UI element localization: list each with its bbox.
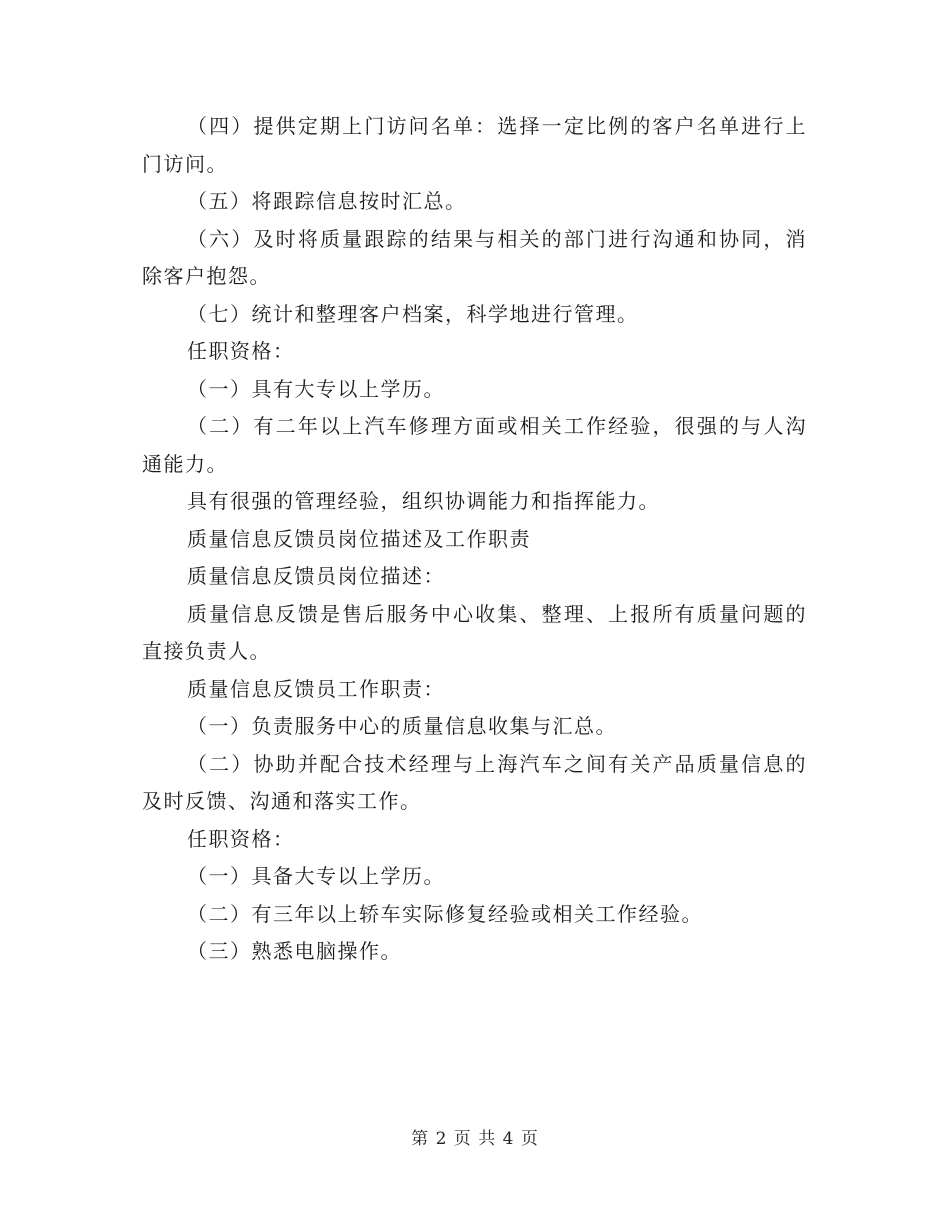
paragraph: （一）具有大专以上学历。 — [187, 376, 445, 401]
paragraph: （四）提供定期上门访问名单：选择一定比例的客户名单进行上门访问。 — [142, 114, 807, 176]
paragraph: （六）及时将质量跟踪的结果与相关的部门进行沟通和协同，消除客户抱怨。 — [142, 226, 807, 288]
paragraph: （二）有三年以上轿车实际修复经验或相关工作经验。 — [187, 901, 703, 926]
paragraph: 质量信息反馈是售后服务中心收集、整理、上报所有质量问题的直接负责人。 — [142, 601, 807, 663]
paragraph: （五）将跟踪信息按时汇总。 — [187, 189, 467, 213]
paragraph: （二）协助并配合技术经理与上海汽车之间有关产品质量信息的及时反馈、沟通和落实工作。 — [142, 751, 807, 813]
paragraph: （七）统计和整理客户档案，科学地进行管理。 — [187, 301, 639, 326]
paragraph: （二）有二年以上汽车修理方面或相关工作经验，很强的与人沟通能力。 — [142, 414, 807, 476]
section-heading: 任职资格： — [187, 826, 295, 851]
page-number-footer: 第 2 页 共 4 页 — [411, 1129, 539, 1149]
document-body — [142, 108, 807, 971]
section-heading: 质量信息反馈员岗位描述： — [187, 564, 445, 588]
paragraph: （三）熟悉电脑操作。 — [187, 939, 402, 963]
section-heading: 质量信息反馈员工作职责： — [187, 676, 445, 701]
paragraph: （一）负责服务中心的质量信息收集与汇总。 — [187, 714, 617, 738]
section-heading: 质量信息反馈员岗位描述及工作职责 — [187, 526, 531, 551]
paragraph: （一）具备大专以上学历。 — [187, 864, 445, 888]
section-heading: 任职资格： — [187, 339, 295, 363]
paragraph: 具有很强的管理经验，组织协调能力和指挥能力。 — [187, 489, 660, 513]
